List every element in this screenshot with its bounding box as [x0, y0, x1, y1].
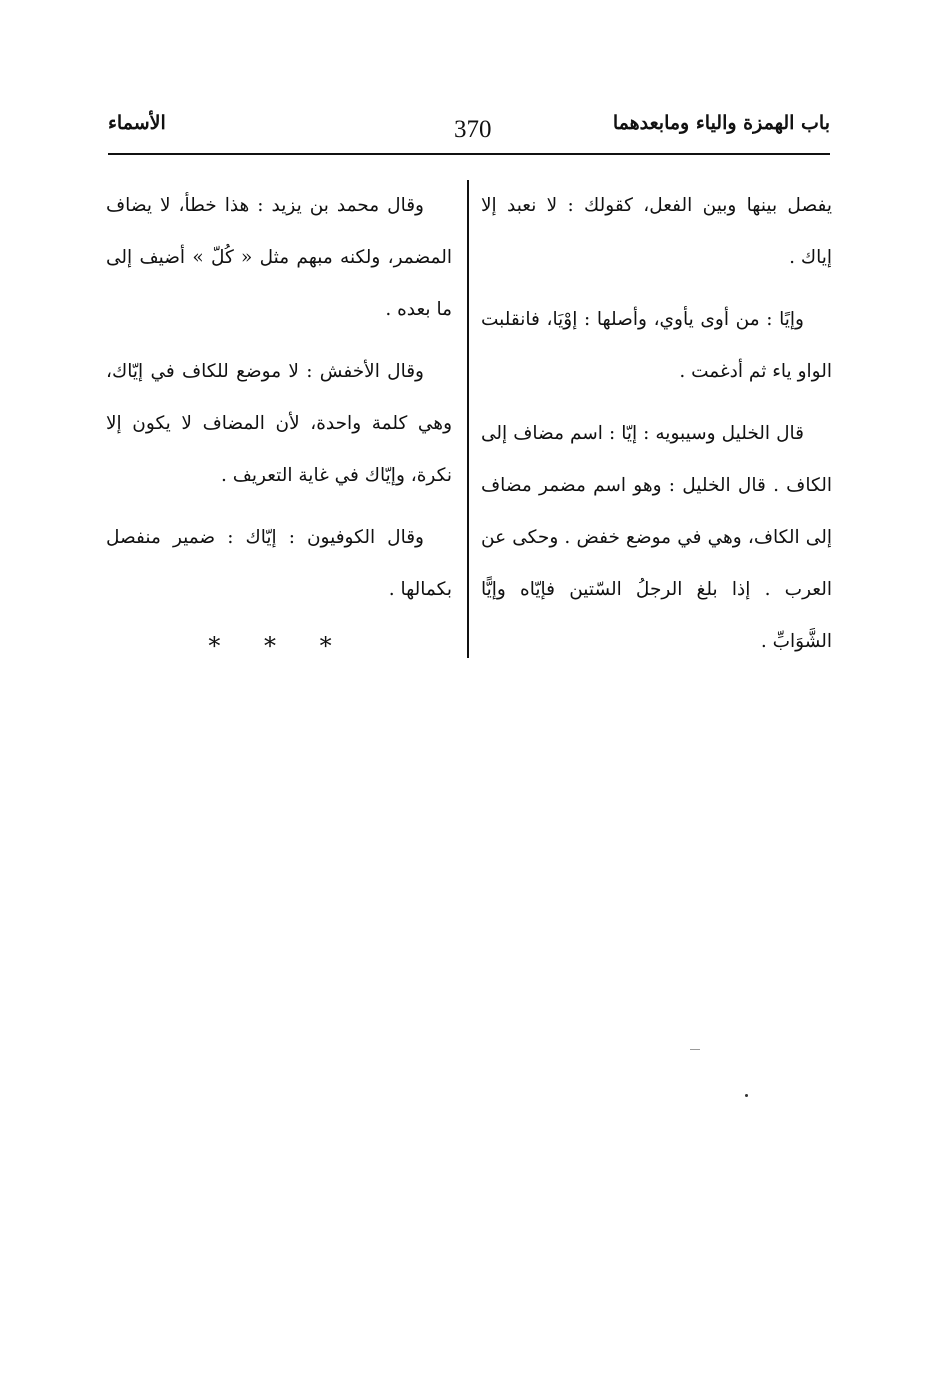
section-end-ornament: * * * [208, 632, 350, 660]
paragraph: وقال الكوفيون : إيّاك : ضمير منفصل بكمالها . [106, 527, 452, 600]
paragraph: يفصل بينها وبين الفعل، كقولك : لا نعبد إلا إياك . [481, 195, 832, 268]
paragraph: وقال محمد بن يزيد : هذا خطأ، لا يضاف المضمر، ولكنه مبهم مثل « كُلّ » أضيف إلى ما بعده . [106, 195, 452, 320]
header-rule [108, 153, 830, 155]
chapter-title: باب الهمزة والياء ومابعدهما [612, 112, 830, 134]
paragraph: وقال الأخفش : لا موضع للكاف في إيّاك، وهي كلمة واحدة، لأن المضاف لا يكون إلا نكرة، وإيّاك في غاية التعريف . [106, 361, 452, 486]
scan-speck [745, 1094, 748, 1097]
scan-mark [690, 1049, 700, 1050]
left-column [106, 180, 452, 666]
running-header [108, 112, 830, 152]
paragraph: قال الخليل وسيبويه : إيّا : اسم مضاف إلى الكاف . قال الخليل : وهو اسم مضمر مضاف إلى الكاف، وهي في موضع خفض . وحكى عن العرب . إذا بلغ الرجلُ السّتين فإيّاه وإيًّا الشَّوَابِّ . [481, 423, 832, 652]
column-divider [467, 180, 469, 658]
section-title: الأسماء [108, 112, 166, 134]
right-column [481, 180, 832, 678]
page-number: 370 [454, 116, 492, 143]
paragraph: وإيًا : من أوى يأوي، وأصلها : إوْيَا، فانقلبت الواو ياء ثم أدغمت . [481, 309, 832, 382]
